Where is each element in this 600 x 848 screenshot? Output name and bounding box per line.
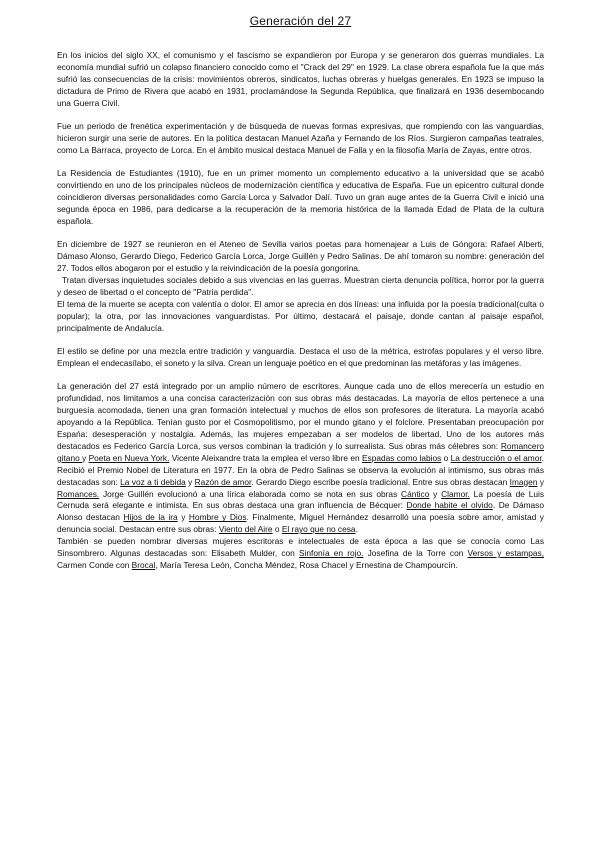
text-run: . Recibió el Premio Nobel de Literatura en 1977. En la obra de Pedro Salinas se observa la evolución al intimismo, sus obras más destacadas son: xyxy=(57,452,544,487)
work-title-romancero-gitano: Romancero gitano xyxy=(57,440,544,463)
work-title-versos-y-estampas: Versos y estampas, xyxy=(467,548,545,559)
text-run: La poesía de Luis Cernuda será elegante e intimista. En sus obras destaca una gran influencia de Bécquer: xyxy=(57,488,544,511)
text-run: Vicente Aleixandre trata la emplea el verso libre en xyxy=(169,452,362,463)
text-run: . Finalmente, Miguel Hernández desarrolló una poesía sobre amor, amistad y denuncia social. Destacan entre sus obras: xyxy=(57,512,544,535)
text-run: Jorge Guillén evolucionó a una lírica elaborada como se nota en sus obras xyxy=(99,488,402,499)
work-title-la-destruccion-o-el-amor: La destrucción o el amor xyxy=(450,452,542,463)
text-run: o xyxy=(272,524,282,535)
text-run: y xyxy=(82,452,89,463)
text-run: También se pueden nombrar diversas mujeres escritoras e intelectuales de esta época a las que se conocía como Las Sinsombrero. Algunas destacadas son: Elisabeth Mulder, con xyxy=(57,536,544,559)
text-run: . xyxy=(355,524,358,535)
work-title-cantico: Cántico xyxy=(401,488,430,499)
work-title-brocal: Brocal xyxy=(131,559,156,570)
text-run: , María Teresa León, Concha Méndez, Rosa Chacel y Ernestina de Champourcín. xyxy=(155,559,458,570)
text-run: La generación del 27 está integrado por un amplio número de escritores. Aunque cada uno de ellos merecería un estudio en profundidad, nos limitamos a una concisa caracterización con sus obras más destacadas. La mayoría de ellos pertenece a una burguesía acomodada, tienen una gran formación intelectual y muchos de ellos son profesores de literatura. La mayoría acabó apoyando a la República. Tenían gusto por el Cosmopolitismo, por el mundo gitano y el folclore. Presentaban preocupación por Espańa: desesperación y nostalgia. Además, las mujeres empezaban a ser modelos de libertad. Uno de los autores más destacados es Federico García Lorca, sus versos combinan la tradición y lo surrealista. Sus obras más célebres son: xyxy=(57,381,544,451)
work-title-imagen: Imagen xyxy=(509,476,538,487)
work-title-poeta-en-nueva-york: Poeta en Nueva York. xyxy=(88,452,170,463)
text-run: y xyxy=(429,488,442,499)
text-run: y xyxy=(537,476,545,487)
text-run: Carmen Conde con xyxy=(57,559,132,570)
work-title-la-voz-a-ti-debida: La voz a ti debida xyxy=(120,476,186,487)
work-title-el-rayo-que-no-cesa: El rayo que no cesa xyxy=(281,524,356,535)
work-title-espadas-como-labios: Espadas como labios xyxy=(361,452,442,463)
paragraph-residencia-estudiantes: La Residencia de Estudiantes (1910), fue en un primer momento un complemento educativo a la universidad que se acabó convirtiendo en uno de los principales núcleos de modernización científica y educativa de España. Fue un epicentro cultural donde coincidieron diversas personalidades como García Lorca y Salvador Dalí. Tuvo un gran auge antes de la Guerra Civil e inició una segunda época en 1986, para dedicarse a la recuperación de la memoria histórica de la llamada Edad de Plata de la cultura española. xyxy=(57,168,544,226)
paragraph-themes-social: Tratan diversas inquietudes sociales debido a sus vivencias en las guerras. Muestran cierta denuncia política, horror por la guerra y deseo de libertad o el concepto de "Patria perdida". xyxy=(57,275,547,297)
text-run: Josefina de la Torre con xyxy=(363,548,468,559)
text-run: . Gerardo Diego escribe poesía tradicional. Entre sus obras destacan xyxy=(251,476,510,487)
paragraph-authors xyxy=(57,381,544,536)
page-title: Generación del 27 xyxy=(249,14,352,28)
paragraph-cultural-period: Fue un periodo de frenética experimentación y de búsqueda de nuevas formas expresivas, que rompiendo con las vanguardias, hicieron surgir una serie de autores. En la política destacan Manuel Azaña y Fernando de los Ríos. Surgieron campañas teatrales, como La Barraca, proyecto de Lorca. En el ámbito musical destaca Manuel de Falla y en la filosofía María de Zayas, entre otros. xyxy=(57,121,544,155)
text-run: o xyxy=(441,452,451,463)
work-title-viento-del-aire: Viento del Aire xyxy=(218,524,273,535)
work-title-hombre-y-dios: Hombre y Dios xyxy=(188,512,247,523)
paragraph-sinsombrero xyxy=(57,536,544,572)
work-title-sinfonia-en-rojo: Sinfonía en rojo. xyxy=(298,548,364,559)
text-run: y xyxy=(185,476,195,487)
paragraph-style: El estilo se define por una mezcla entre tradición y vanguardia. Destaca el uso de la métrica, estrofas populares y el verso libre. Emplean el endecasílabo, el soneto y la silva. Crean un lenguaje poético en el que predominan las metáforas y las imágenes. xyxy=(57,346,544,368)
paragraph-historical-context: En los inicios del siglo XX, el comunismo y el fascismo se expandieron por Europa y se generaron dos guerras mundiales. La economía mundial sufrió un colapso financiero conocido como el "Crack del 29" en 1929. La clase obrera española fue la que más sufrió las consecuencias de la crisis: movimientos obreros, sindicatos, luchas obreras y huelgas generales. En 1923 se impuso la dictadura de Primo de Rivera que acabó en 1931, proclamándose la Segunda República, que finalizará en 1936 desembocando una Guerra Civil. xyxy=(57,50,544,108)
work-title-hijos-de-la-ira: Hijos de la ira xyxy=(123,512,178,523)
work-title-clamor: Clamor. xyxy=(441,488,470,499)
work-title-romances: Romances. xyxy=(57,488,100,499)
paragraph-themes-love: El tema de la muerte se acepta con valentía o dolor. El amor se aprecia en dos líneas: una influida por la poesía tradicional(culta o popular); la otra, por las innovaciones vanguardistas. Por último, destacará el paisaje, donde cantan al paisaje español, principalmente de Andalucía. xyxy=(57,298,544,333)
paragraph-origin: En diciembre de 1927 se reunieron en el Ateneo de Sevilla varios poetas para homenajear a Luis de Góngora: Rafael Alberti, Dámaso Alonso, Gerardo Diego, Federico García Lorca, Jorge Guillén y Pedro Salinas. De ahí tomaron su nombre: generación del 27. Todos ellos abogaron por el estudio y la reivindicación de la poesía gongorina. xyxy=(57,239,544,274)
text-run: . De Dámaso Alonso destacan xyxy=(57,500,544,523)
work-title-razon-de-amor: Razón de amor xyxy=(194,476,252,487)
text-run: y xyxy=(177,512,189,523)
work-title-donde-habite-el-olvido: Donde habite el olvido xyxy=(406,500,493,511)
